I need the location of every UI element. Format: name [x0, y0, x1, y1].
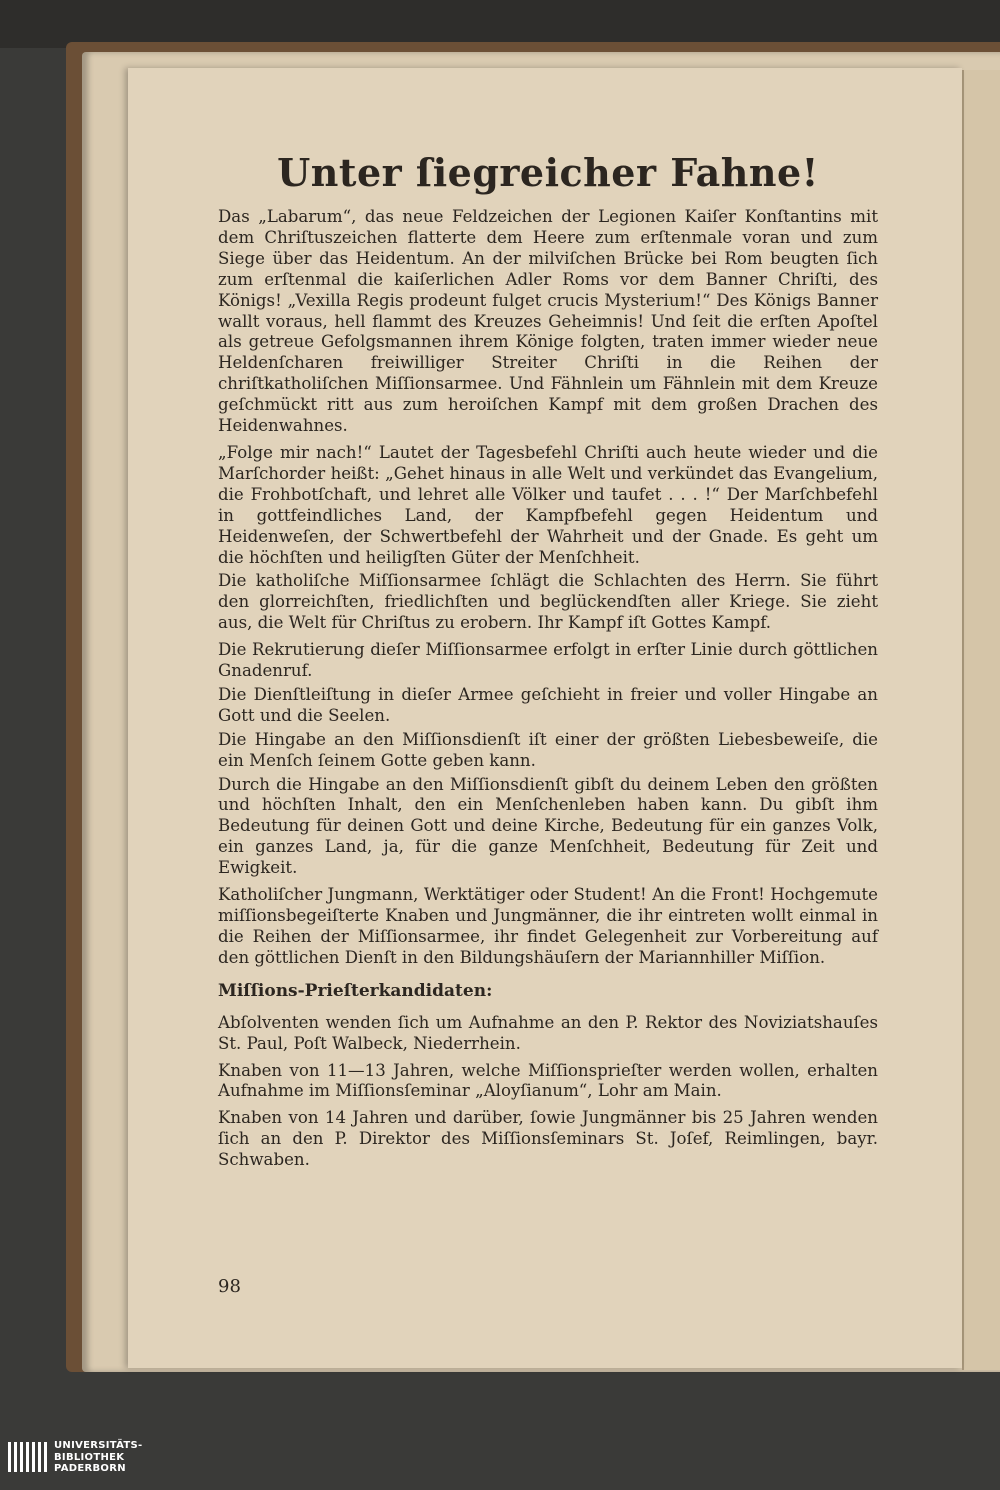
paragraph-hingabe: Die Hingabe an den Miſſionsdienſt iſt einer der größten Liebesbeweiſe, die ein Menſch ſeinem Gotte geben kann.	[218, 729, 878, 770]
paragraph-missionsarmee: Die katholiſche Miſſionsarmee ſchlägt die Schlachten des Herrn. Sie führt den glorreichſten, friedlichſten und beglückendſten aller Kriege. Sie zieht aus, die Welt für Chriſtus zu erobern. Ihr Kampf iſt Gottes Kampf.	[218, 571, 878, 633]
paragraph-dienstleistung: Die Dienſtleiſtung in dieſer Armee geſchieht in freier und voller Hingabe an Gott und die Seelen.	[218, 684, 878, 725]
paragraph-folge-mir-nach: „Folge mir nach!“ Lautet der Tagesbefehl Chriſti auch heute wieder und die Marſchorder heißt: „Gehet hinaus in alle Welt und verkündet das Evangelium, die Frohbotſchaft, und lehret alle Völker und taufet . . . !“ Der Marſchbefehl in gottfeindliches Land, der Kampfbefehl gegen Heidentum und Heidenweſen, der Schwertbefehl der Wahrheit und der Gnade. Es geht um die höchſten und heiligſten Güter der Menſchheit.	[218, 442, 878, 567]
paragraph-labarum: Das „Labarum“, das neue Feldzeichen der Legionen Kaiſer Konſtantins mit dem Chriſtuszeichen flatterte dem Heere zum erſtenmale voran und zum Siege über das Heidentum. An der milviſchen Brücke bei Rom beugten ſich zum erſtenmal die kaiſerlichen Adler Roms vor dem Banner Chriſti, des Königs! „Vexilla Regis prodeunt fulget crucis Mysterium!“ Des Königs Banner wallt voraus, hell flammt des Kreuzes Geheimnis! Und ſeit die erſten Apoſtel als getreue Gefolgsmannen ihrem Könige folgten, traten immer wieder neue Heldenſcharen freiwilliger Streiter Chriſti in die Reihen der chriſtkatholiſchen Miſſionsarmee. Und Fähnlein um Fähnlein mit dem Kreuze geſchmückt ritt aus zum heroiſchen Kampf mit dem großen Drachen des Heidenwahnes.	[218, 207, 878, 436]
facing-page-edge	[962, 70, 1000, 1370]
library-name-line-2: BIBLIOTHEK	[54, 1451, 125, 1463]
section-heading: Miſſions-Prieſterkandidaten:	[218, 980, 493, 1001]
candidate-info-knaben-14: Knaben von 14 Jahren und darüber, ſowie Jungmänner bis 25 Jahren wenden ſich an den P. Direktor des Miſſionsſeminars St. Joſef, Reimlingen, bayr. Schwaben.	[218, 1108, 878, 1170]
candidate-info-absolventen: Abſolventen wenden ſich um Aufnahme an den P. Rektor des Noviziatshauſes St. Paul, Poſt Walbeck, Niederrhein.	[218, 1012, 878, 1053]
library-name-line-3: PADERBORN	[54, 1463, 126, 1474]
paragraph-lebensinhalt: Durch die Hingabe an den Miſſionsdienſt gibſt du deinem Leben den größten und höchſten Inhalt, den ein Menſchenleben haben kann. Du gibſt ihm Bedeutung für deinen Gott und deine Kirche, Bedeutung für ein ganzes Volk, ein ganzes Land, ja, für die ganze Menſchheit, Bedeutung für Zeit und Ewigkeit.	[218, 774, 878, 878]
library-name-line-1: UNIVERSITÄTS-	[54, 1440, 143, 1451]
page-title: Unter ſiegreicher Fahne!	[277, 150, 819, 195]
library-logo-icon	[6, 1440, 50, 1474]
library-name	[54, 1440, 143, 1475]
footer-bar	[0, 1430, 1000, 1490]
candidate-info-knaben-11-13: Knaben von 11—13 Jahren, welche Miſſionsprieſter werden wollen, erhalten Aufnahme im Miſſionsſeminar „Aloyſianum“, Lohr am Main.	[218, 1060, 878, 1101]
scan-background	[0, 0, 1000, 48]
page-number: 98	[218, 1276, 241, 1297]
page-content	[218, 150, 878, 1174]
paragraph-rekrutierung: Die Rekrutierung dieſer Miſſionsarmee erfolgt in erſter Linie durch göttlichen Gnadenruf.	[218, 640, 878, 681]
paragraph-aufruf: Katholiſcher Jungmann, Werktätiger oder Student! An die Front! Hochgemute miſſionsbegeiſterte Knaben und Jungmänner, die ihr eintreten wollt einmal in die Reihen der Miſſionsarmee, ihr findet Gelegenheit zur Vorbereitung auf den göttlichen Dienſt in den Bildungshäuſern der Mariannhiller Miſſion.	[218, 885, 878, 967]
